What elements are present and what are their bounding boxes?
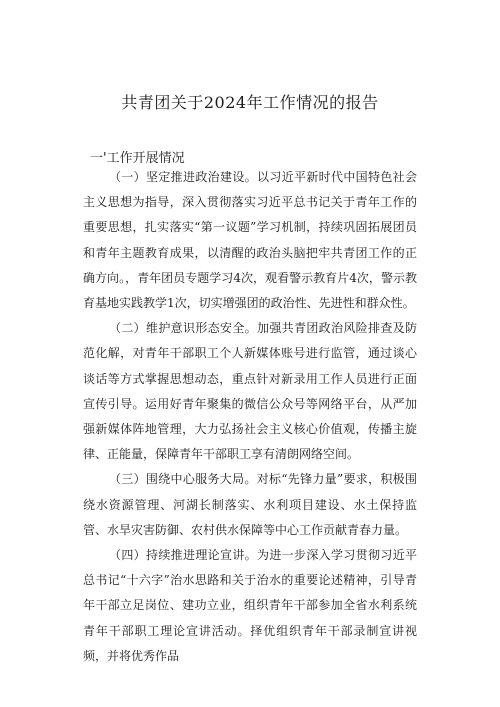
document-title: 共青团关于2024年工作情况的报告 (121, 93, 379, 112)
paragraph-ideology-security: （二）维护意识形态安全。加强共青团政治风险排查及防范化解，对青年干部职工个人新媒体账号进行监管，通过谈心谈话等方式掌握思想动态，重点针对新录用工作人员进行正面宣传引导。运用好青年聚集的微信公众号等网络平台，从严加强新媒体阵地管理，大力弘扬社会主义核心价值观，传播主旋律、正能量，保障青年干部职工享有清朗网络空间。 (83, 321, 417, 462)
document-body (83, 165, 417, 669)
paragraph-theory-promotion: （四）持续推进理论宣讲。为进一步深入学习贯彻习近平总书记“十六字”治水思路和关于治水的重要论述精神，引导青年干部立足岗位、建功立业，组织青年干部参加全省水利系统青年干部职工理论宣讲活动。择优组织青年干部录制宣讲视频，并将优秀作品 (83, 548, 417, 663)
paragraph-serve-center: （三）围绕中心服务大局。对标“先锋力量”要求，积极围绕水资源管理、河湖长制落实、水利项目建设、水土保持监管、水旱灾害防御、农村供水保障等中心工作贡献青春力量。 (83, 472, 417, 537)
paragraph-political-building: （一）坚定推进政治建设。以习近平新时代中国特色社会主义思想为指导，深入贯彻落实习近平总书记关于青年工作的重要思想，扎实落实“第一议题”学习机制，持续巩固拓展团员和青年主题教育成果，以清醒的政治头脑把牢共青团工作的正确方向。，青年团员专题学习4次，观看警示教育片4次，警示教育基地实践教学1次，切实增强团的政治性、先进性和群众性。 (83, 170, 417, 311)
section-heading: 一'工作开展情况 (90, 151, 185, 166)
